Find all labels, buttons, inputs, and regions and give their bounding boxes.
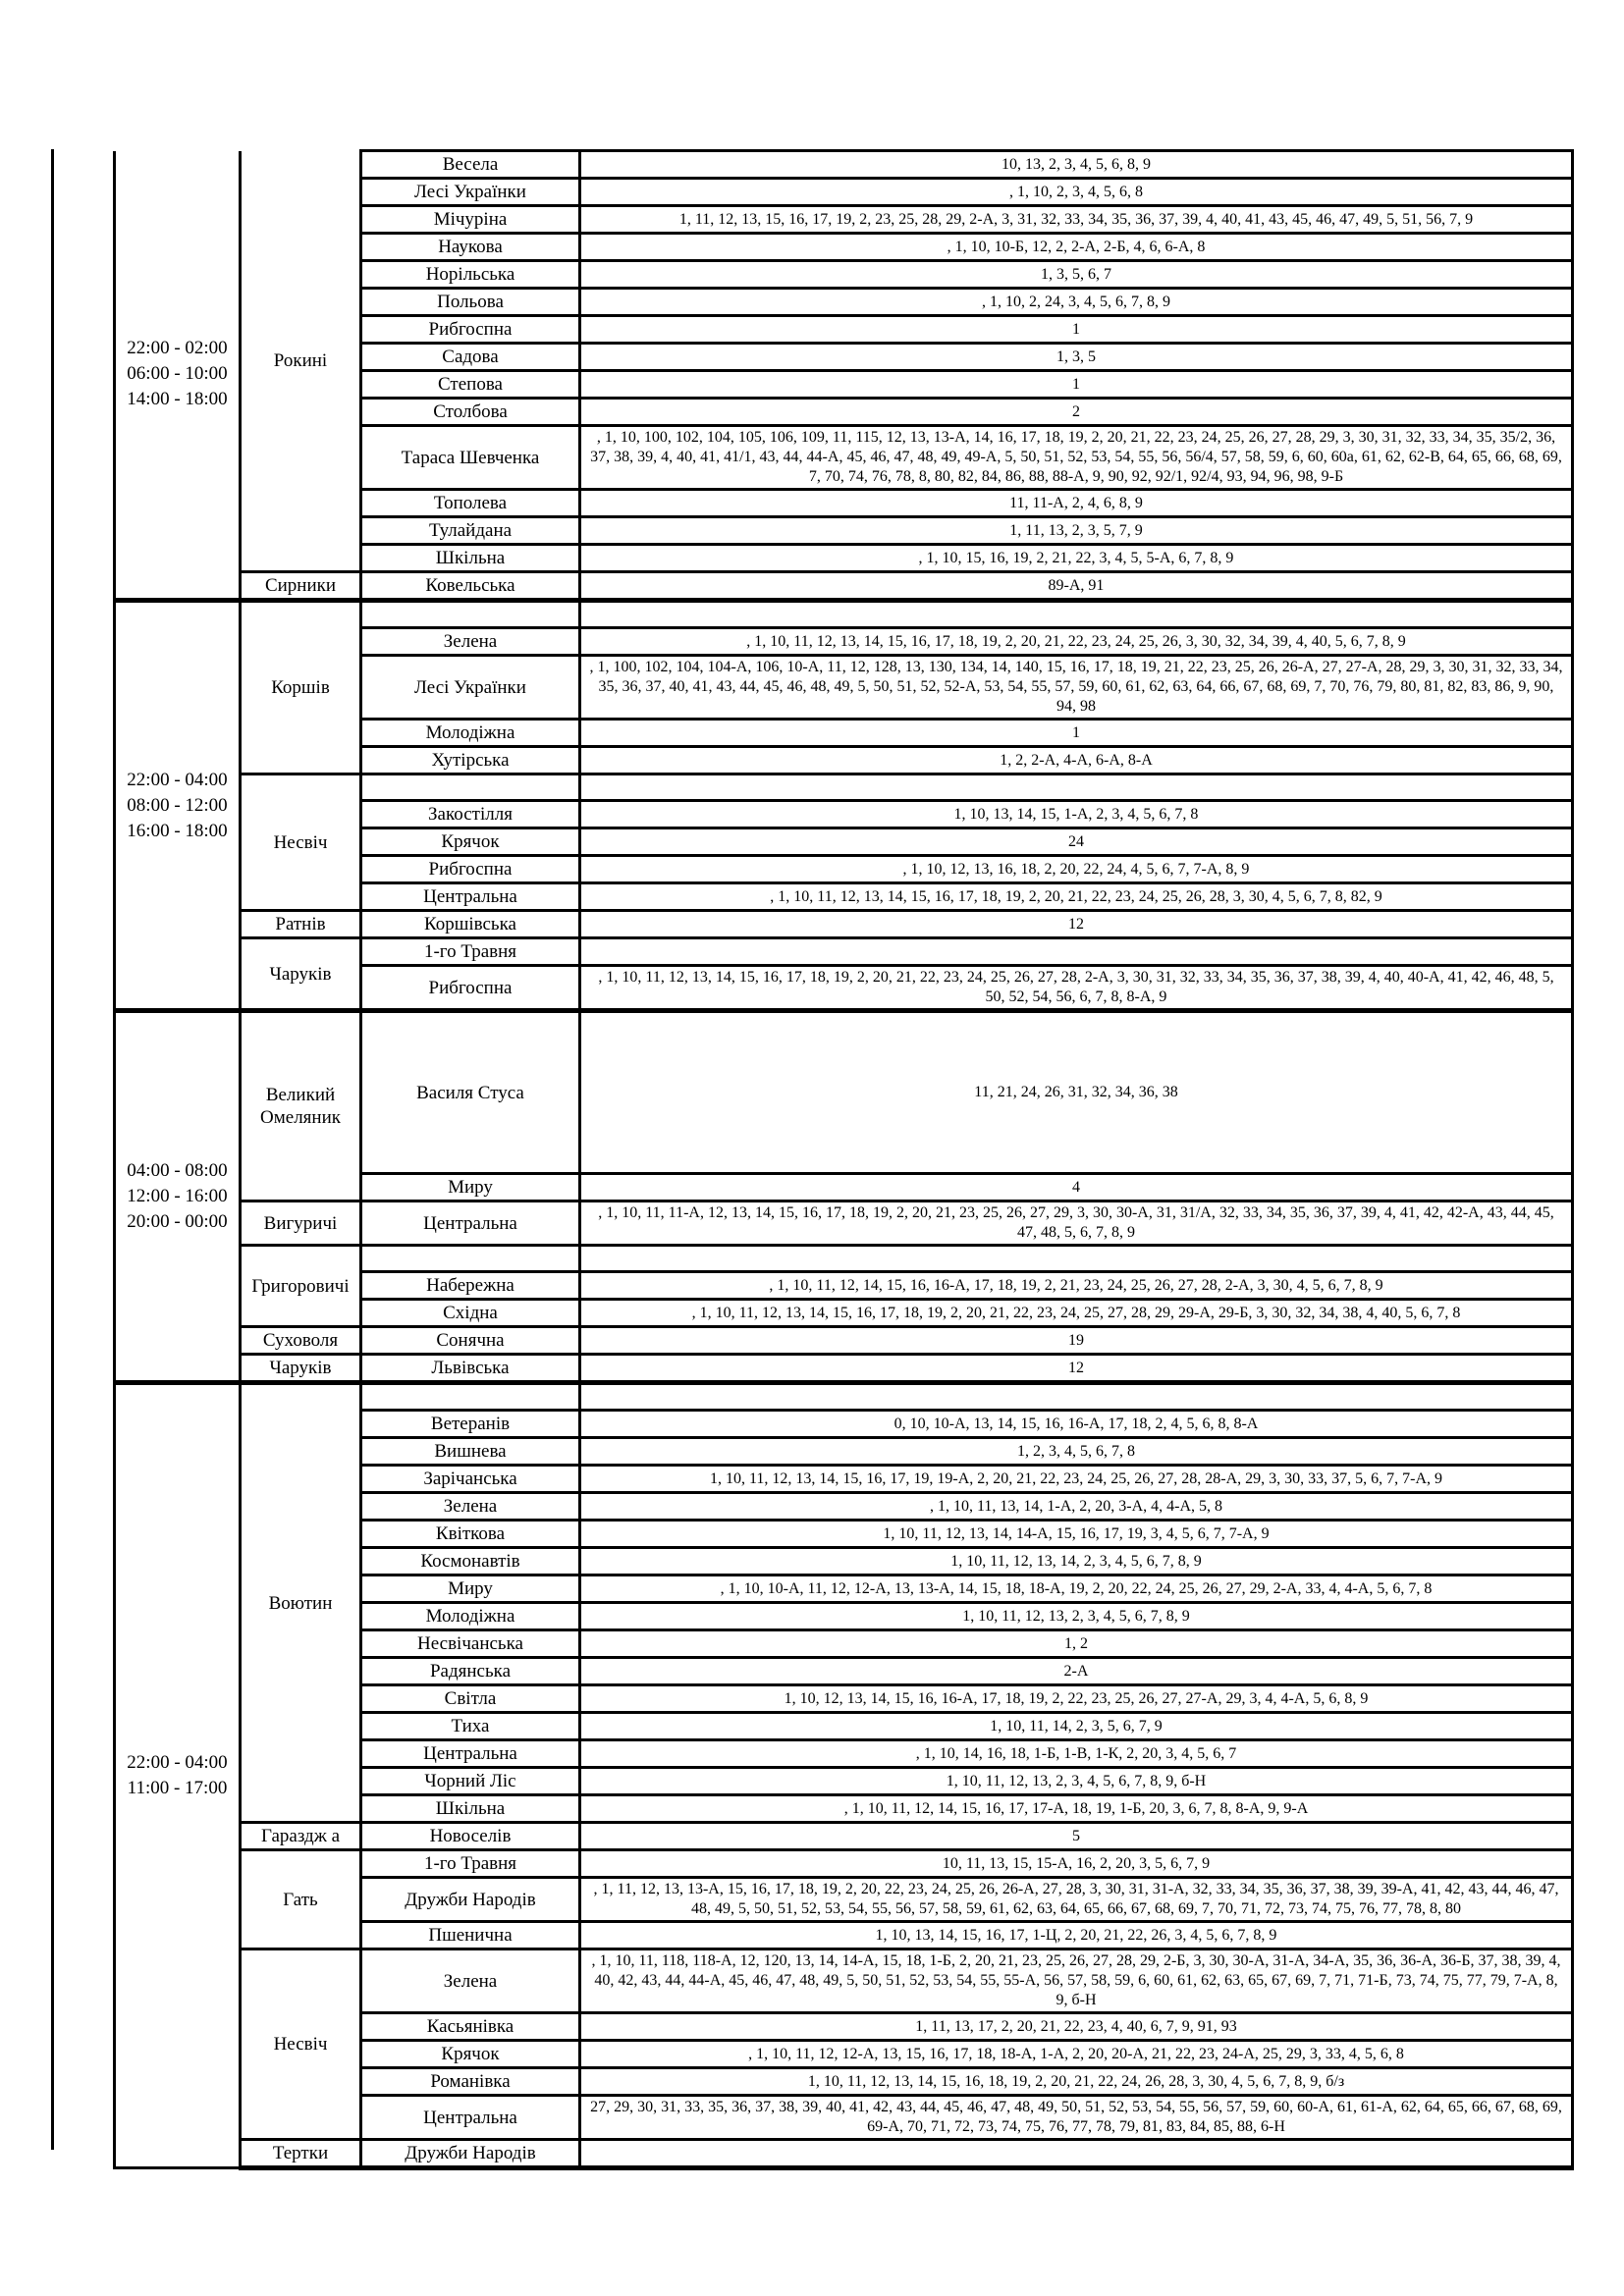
street-cell: Весела: [361, 151, 580, 179]
street-cell: Рибгоспна: [361, 316, 580, 344]
street-cell: Центральна: [361, 1740, 580, 1768]
street-cell: Зелена: [361, 1949, 580, 2013]
street-cell: Дружби Народів: [361, 2140, 580, 2168]
street-cell: Зелена: [361, 1493, 580, 1521]
house-numbers-cell: 1, 11, 13, 2, 3, 5, 7, 9: [580, 517, 1573, 545]
schedule-row: [115, 911, 1573, 938]
house-numbers-cell: 2-А: [580, 1658, 1573, 1685]
street-cell: Рибгоспна: [361, 966, 580, 1011]
house-numbers-cell: , 1, 100, 102, 104, 104-А, 106, 10-А, 11, 12, 128, 13, 130, 134, 14, 140, 15, 16, 17, 18, 19, 21, 22, 23, 25, 26, 26-А, 27, 27-А, 28, 29, 3, 30, 31, 32, 33, 34, 35, 36, 37, 40, 41, 43, 44, 45, 46, 48, 49, 5, 50, 51, 52, 52-А, 53, 54, 55, 57, 59, 60, 61, 62, 63, 64, 66, 67, 68, 69, 7, 70, 76, 79, 80, 81, 82, 83, 86, 9, 90, 94, 98: [580, 656, 1573, 720]
street-cell: 1-го Травня: [361, 938, 580, 966]
street-cell: Тополева: [361, 490, 580, 517]
house-numbers-cell: , 1, 10, 11, 12, 14, 15, 16, 16-А, 17, 18, 19, 2, 21, 23, 24, 25, 26, 27, 28, 2-А, 3, 30, 4, 5, 6, 7, 8, 9: [580, 1272, 1573, 1300]
street-cell: Рибгоспна: [361, 856, 580, 883]
schedule-row: [115, 601, 1573, 628]
street-cell: Ковельська: [361, 572, 580, 601]
settlement-cell: Несвіч: [241, 1949, 361, 2140]
house-numbers-cell: 1, 10, 11, 14, 2, 3, 5, 6, 7, 9: [580, 1713, 1573, 1740]
house-numbers-cell: 5: [580, 1823, 1573, 1850]
street-cell: 1-го Травня: [361, 1850, 580, 1878]
house-numbers-cell: 19: [580, 1327, 1573, 1355]
house-numbers-cell: [580, 601, 1573, 628]
house-numbers-cell: 2: [580, 399, 1573, 426]
house-numbers-cell: , 1, 10, 12, 13, 16, 18, 2, 20, 22, 24, 4, 5, 6, 7, 7-А, 8, 9: [580, 856, 1573, 883]
street-cell: Тиха: [361, 1713, 580, 1740]
house-numbers-cell: [580, 938, 1573, 966]
house-numbers-cell: 12: [580, 1355, 1573, 1383]
settlement-cell: Рокині: [241, 151, 361, 572]
time-slot-cell: [115, 1383, 241, 2168]
street-cell: Львівська: [361, 1355, 580, 1383]
schedule-row: [115, 774, 1573, 801]
house-numbers-cell: [580, 2140, 1573, 2168]
street-cell: Дружби Народів: [361, 1878, 580, 1922]
house-numbers-cell: , 1, 10, 11, 12, 13, 14, 15, 16, 17, 18, 19, 2, 20, 21, 22, 23, 24, 25, 27, 28, 29, 29-А, 29-Б, 3, 30, 32, 34, 38, 4, 40, 5, 6, 7, 8: [580, 1300, 1573, 1327]
house-numbers-cell: , 1, 10, 15, 16, 19, 2, 21, 22, 3, 4, 5, 5-А, 6, 7, 8, 9: [580, 545, 1573, 572]
house-numbers-cell: 1, 2, 2-А, 4-А, 6-А, 8-А: [580, 747, 1573, 774]
house-numbers-cell: 11, 11-А, 2, 4, 6, 8, 9: [580, 490, 1573, 517]
street-cell: Чорний Ліс: [361, 1768, 580, 1795]
house-numbers-cell: 1, 2, 3, 4, 5, 6, 7, 8: [580, 1438, 1573, 1466]
house-numbers-cell: , 1, 10, 2, 24, 3, 4, 5, 6, 7, 8, 9: [580, 289, 1573, 316]
house-numbers-cell: 1, 10, 13, 14, 15, 16, 17, 1-Ц, 2, 20, 21, 22, 26, 3, 4, 5, 6, 7, 8, 9: [580, 1922, 1573, 1949]
time-slot: 22:00 - 02:00: [127, 338, 228, 359]
house-numbers-cell: , 1, 10, 100, 102, 104, 105, 106, 109, 11, 115, 12, 13, 13-А, 14, 16, 17, 18, 19, 2, 20, 21, 22, 23, 24, 25, 26, 27, 28, 29, 3, 30, 31, 32, 33, 34, 35, 35/2, 36, 37, 38, 39, 4, 40, 41, 41/1, 43, 44, 44-А, 45, 46, 47, 48, 49, 49-А, 5, 50, 51, 52, 53, 54, 55, 56, 56/4, 57, 58, 59, 6, 60, 60а, 61, 62, 62-В, 64, 65, 66, 68, 69, 7, 70, 74, 76, 78, 8, 80, 82, 84, 86, 88, 88-А, 9, 90, 92, 92/1, 92/4, 93, 94, 96, 98, 9-Б: [580, 426, 1573, 490]
house-numbers-cell: 1, 3, 5: [580, 344, 1573, 371]
street-cell: Касьянівка: [361, 2013, 580, 2041]
schedule-row: [115, 1201, 1573, 1246]
house-numbers-cell: , 1, 10, 11, 12, 12-А, 13, 15, 16, 17, 18, 18-А, 1-А, 2, 20, 20-А, 21, 22, 23, 24-А, 25, 29, 3, 33, 4, 5, 6, 8: [580, 2041, 1573, 2068]
street-cell: [361, 1383, 580, 1411]
time-slot-cell: [115, 1011, 241, 1383]
house-numbers-cell: , 1, 10, 11, 12, 13, 14, 15, 16, 17, 18, 19, 2, 20, 21, 22, 23, 24, 25, 26, 3, 30, 32, 34, 39, 4, 40, 5, 6, 7, 8, 9: [580, 628, 1573, 656]
street-cell: Світла: [361, 1685, 580, 1713]
street-cell: Польова: [361, 289, 580, 316]
house-numbers-cell: [580, 1246, 1573, 1272]
street-cell: Центральна: [361, 1201, 580, 1246]
house-numbers-cell: 1, 3, 5, 6, 7: [580, 261, 1573, 289]
street-cell: Набережна: [361, 1272, 580, 1300]
street-cell: Норільська: [361, 261, 580, 289]
time-slot: 08:00 - 12:00: [127, 794, 228, 816]
house-numbers-cell: 1, 10, 13, 14, 15, 1-А, 2, 3, 4, 5, 6, 7, 8: [580, 801, 1573, 828]
street-cell: Шкільна: [361, 1795, 580, 1823]
house-numbers-cell: , 1, 10, 11, 118, 118-А, 12, 120, 13, 14, 14-А, 15, 18, 1-Б, 2, 20, 21, 23, 25, 26, 27, 28, 29, 2-Б, 3, 30, 30-А, 31-А, 34-А, 35, 36, 36-А, 36-Б, 37, 38, 39, 4, 40, 42, 43, 44, 44-А, 45, 46, 47, 48, 49, 5, 50, 51, 52, 53, 54, 55, 55-А, 56, 57, 58, 59, 6, 60, 61, 62, 63, 65, 67, 69, 7, 71, 71-Б, 73, 74, 75, 77, 79, 7-А, 8, 9, б-Н: [580, 1949, 1573, 2013]
settlement-cell: Григоровичі: [241, 1246, 361, 1327]
house-numbers-cell: , 1, 10, 10-А, 11, 12, 12-А, 13, 13-А, 14, 15, 18, 18-А, 19, 2, 20, 22, 24, 25, 26, 27, 29, 2-А, 33, 4, 4-А, 5, 6, 7, 8: [580, 1575, 1573, 1603]
time-slot: 06:00 - 10:00: [127, 363, 228, 385]
street-cell: Зарічанська: [361, 1466, 580, 1493]
house-numbers-cell: 1, 11, 13, 17, 2, 20, 21, 22, 23, 4, 40, 6, 7, 9, 91, 93: [580, 2013, 1573, 2041]
house-numbers-cell: , 1, 10, 11, 12, 13, 14, 15, 16, 17, 18, 19, 2, 20, 21, 22, 23, 24, 25, 26, 28, 3, 30, 4, 5, 6, 7, 8, 82, 9: [580, 883, 1573, 911]
time-slot: 12:00 - 16:00: [127, 1186, 228, 1206]
street-cell: Тулайдана: [361, 517, 580, 545]
schedule-row: [115, 2140, 1573, 2168]
schedule-row: [115, 1246, 1573, 1272]
street-cell: Шкільна: [361, 545, 580, 572]
time-slot: 20:00 - 00:00: [127, 1211, 228, 1232]
house-numbers-cell: [580, 1383, 1573, 1411]
house-numbers-cell: , 1, 11, 12, 13, 13-А, 15, 16, 17, 18, 19, 2, 20, 22, 23, 24, 25, 26, 26-А, 27, 28, 3, 30, 31, 31-А, 32, 33, 34, 35, 36, 37, 38, 39, 39-А, 41, 42, 43, 44, 46, 47, 48, 49, 5, 50, 51, 52, 53, 54, 55, 56, 57, 58, 59, 61, 62, 63, 64, 65, 66, 67, 68, 69, 7, 70, 71, 72, 73, 74, 75, 76, 77, 78, 8, 80: [580, 1878, 1573, 1922]
schedule-row: [115, 1011, 1573, 1174]
schedule-row: [115, 1949, 1573, 2013]
house-numbers-cell: 1: [580, 720, 1573, 747]
schedule-row: [115, 1850, 1573, 1878]
settlement-cell: Несвіч: [241, 774, 361, 911]
street-cell: Столбова: [361, 399, 580, 426]
street-cell: [361, 1246, 580, 1272]
settlement-cell: Чаруків: [241, 1355, 361, 1383]
house-numbers-cell: 12: [580, 911, 1573, 938]
house-numbers-cell: 4: [580, 1174, 1573, 1201]
street-cell: Вишнева: [361, 1438, 580, 1466]
schedule-row: [115, 1355, 1573, 1383]
street-cell: Тараса Шевченка: [361, 426, 580, 490]
house-numbers-cell: 1, 10, 11, 12, 13, 14, 15, 16, 18, 19, 2, 20, 21, 22, 24, 26, 28, 3, 30, 4, 5, 6, 7, 8, 9, б/з: [580, 2068, 1573, 2096]
house-numbers-cell: 1, 10, 11, 12, 13, 14, 14-А, 15, 16, 17, 19, 3, 4, 5, 6, 7, 7-А, 9: [580, 1521, 1573, 1548]
street-cell: Квіткова: [361, 1521, 580, 1548]
time-slot-cell: [115, 601, 241, 1011]
settlement-cell: Гараздж а: [241, 1823, 361, 1850]
street-cell: Сонячна: [361, 1327, 580, 1355]
schedule-row: [115, 151, 1573, 179]
settlement-cell: Воютин: [241, 1383, 361, 1823]
street-cell: Космонавтів: [361, 1548, 580, 1575]
outage-schedule-body: [115, 151, 1573, 2168]
street-cell: Молодіжна: [361, 720, 580, 747]
schedule-row: [115, 572, 1573, 601]
street-cell: Крячок: [361, 828, 580, 856]
house-numbers-cell: , 1, 10, 11, 13, 14, 1-А, 2, 20, 3-А, 4, 4-А, 5, 8: [580, 1493, 1573, 1521]
time-slot-cell: [115, 151, 241, 601]
house-numbers-cell: 89-А, 91: [580, 572, 1573, 601]
page-left-rule: [51, 149, 54, 2150]
time-slot: 04:00 - 08:00: [127, 1160, 228, 1181]
settlement-cell: Чаруків: [241, 938, 361, 1011]
house-numbers-cell: 10, 13, 2, 3, 4, 5, 6, 8, 9: [580, 151, 1573, 179]
street-cell: Лесі Українки: [361, 656, 580, 720]
house-numbers-cell: 1, 10, 11, 12, 13, 14, 15, 16, 17, 19, 19-А, 2, 20, 21, 22, 23, 24, 25, 26, 27, 28, 28-А, 29, 3, 30, 33, 37, 5, 6, 7, 7-А, 9: [580, 1466, 1573, 1493]
time-slot: 11:00 - 17:00: [127, 1778, 228, 1798]
house-numbers-cell: 1, 10, 11, 12, 13, 14, 2, 3, 4, 5, 6, 7, 8, 9: [580, 1548, 1573, 1575]
street-cell: Садова: [361, 344, 580, 371]
house-numbers-cell: 0, 10, 10-А, 13, 14, 15, 16, 16-А, 17, 18, 2, 4, 5, 6, 8, 8-А: [580, 1411, 1573, 1438]
house-numbers-cell: 1, 11, 12, 13, 15, 16, 17, 19, 2, 23, 25, 28, 29, 2-А, 3, 31, 32, 33, 34, 35, 36, 37, 39, 4, 40, 41, 43, 45, 46, 47, 49, 5, 51, 56, 7, 9: [580, 206, 1573, 234]
street-cell: Несвічанська: [361, 1630, 580, 1658]
house-numbers-cell: 11, 21, 24, 26, 31, 32, 34, 36, 38: [580, 1011, 1573, 1174]
settlement-cell: Великий Омеляник: [241, 1011, 361, 1201]
house-numbers-cell: 1, 10, 11, 12, 13, 2, 3, 4, 5, 6, 7, 8, 9, б-Н: [580, 1768, 1573, 1795]
house-numbers-cell: , 1, 10, 14, 16, 18, 1-Б, 1-В, 1-К, 2, 20, 3, 4, 5, 6, 7: [580, 1740, 1573, 1768]
street-cell: Миру: [361, 1174, 580, 1201]
street-cell: Центральна: [361, 2096, 580, 2140]
settlement-cell: Коршів: [241, 601, 361, 774]
settlement-cell: Тертки: [241, 2140, 361, 2168]
street-cell: Центральна: [361, 883, 580, 911]
house-numbers-cell: 1, 10, 12, 13, 14, 15, 16, 16-А, 17, 18, 19, 2, 22, 23, 25, 26, 27, 27-А, 29, 3, 4, 4-А, 5, 6, 8, 9: [580, 1685, 1573, 1713]
settlement-cell: Гать: [241, 1850, 361, 1949]
street-cell: Лесі Українки: [361, 179, 580, 206]
street-cell: Молодіжна: [361, 1603, 580, 1630]
schedule-row: [115, 1383, 1573, 1411]
time-slot: 16:00 - 18:00: [127, 820, 228, 841]
street-cell: Степова: [361, 371, 580, 399]
street-cell: Наукова: [361, 234, 580, 261]
street-cell: Новоселів: [361, 1823, 580, 1850]
house-numbers-cell: 1: [580, 371, 1573, 399]
schedule-row: [115, 1823, 1573, 1850]
street-cell: Хутірська: [361, 747, 580, 774]
house-numbers-cell: , 1, 10, 11, 12, 14, 15, 16, 17, 17-А, 18, 19, 1-Б, 20, 3, 6, 7, 8, 8-А, 9, 9-А: [580, 1795, 1573, 1823]
street-cell: [361, 601, 580, 628]
house-numbers-cell: , 1, 10, 11, 11-А, 12, 13, 14, 15, 16, 17, 18, 19, 2, 20, 21, 23, 25, 26, 27, 29, 3, 30, 30-А, 31, 31/А, 32, 33, 34, 35, 36, 37, 39, 4, 41, 42, 42-А, 43, 44, 45, 47, 48, 5, 6, 7, 8, 9: [580, 1201, 1573, 1246]
street-cell: Василя Стуса: [361, 1011, 580, 1174]
house-numbers-cell: 1: [580, 316, 1573, 344]
house-numbers-cell: 1, 2: [580, 1630, 1573, 1658]
house-numbers-cell: 10, 11, 13, 15, 15-А, 16, 2, 20, 3, 5, 6, 7, 9: [580, 1850, 1573, 1878]
schedule-row: [115, 938, 1573, 966]
street-cell: Східна: [361, 1300, 580, 1327]
street-cell: Коршівська: [361, 911, 580, 938]
street-cell: Пшенична: [361, 1922, 580, 1949]
settlement-cell: Сирники: [241, 572, 361, 601]
house-numbers-cell: [580, 774, 1573, 801]
house-numbers-cell: , 1, 10, 10-Б, 12, 2, 2-А, 2-Б, 4, 6, 6-А, 8: [580, 234, 1573, 261]
street-cell: Ветеранів: [361, 1411, 580, 1438]
time-slot: 22:00 - 04:00: [127, 1752, 228, 1773]
house-numbers-cell: 1, 10, 11, 12, 13, 2, 3, 4, 5, 6, 7, 8, 9: [580, 1603, 1573, 1630]
house-numbers-cell: , 1, 10, 2, 3, 4, 5, 6, 8: [580, 179, 1573, 206]
outage-schedule-table: [113, 149, 1574, 2170]
street-cell: Миру: [361, 1575, 580, 1603]
street-cell: Радянська: [361, 1658, 580, 1685]
settlement-cell: Вигуричі: [241, 1201, 361, 1246]
schedule-row: [115, 1327, 1573, 1355]
time-slot: 22:00 - 04:00: [127, 769, 228, 790]
street-cell: Крячок: [361, 2041, 580, 2068]
street-cell: Мічуріна: [361, 206, 580, 234]
street-cell: [361, 774, 580, 801]
house-numbers-cell: 24: [580, 828, 1573, 856]
house-numbers-cell: 27, 29, 30, 31, 33, 35, 36, 37, 38, 39, 40, 41, 42, 43, 44, 45, 46, 47, 48, 49, 50, 51, 52, 53, 54, 55, 56, 57, 59, 60, 60-А, 61, 61-А, 62, 64, 65, 66, 67, 68, 69, 69-А, 70, 71, 72, 73, 74, 75, 76, 77, 78, 79, 81, 83, 84, 85, 88, 6-Н: [580, 2096, 1573, 2140]
schedule-table-wrap: [113, 149, 1574, 2170]
street-cell: Закостілля: [361, 801, 580, 828]
settlement-cell: Ратнів: [241, 911, 361, 938]
settlement-cell: Суховоля: [241, 1327, 361, 1355]
house-numbers-cell: , 1, 10, 11, 12, 13, 14, 15, 16, 17, 18, 19, 2, 20, 21, 22, 23, 24, 25, 26, 27, 28, 2-А, 3, 30, 31, 32, 33, 34, 35, 36, 37, 38, 39, 4, 40, 40-А, 41, 42, 46, 48, 5, 50, 52, 54, 56, 6, 7, 8, 8-А, 9: [580, 966, 1573, 1011]
street-cell: Романівка: [361, 2068, 580, 2096]
street-cell: Зелена: [361, 628, 580, 656]
time-slot: 14:00 - 18:00: [127, 389, 228, 410]
